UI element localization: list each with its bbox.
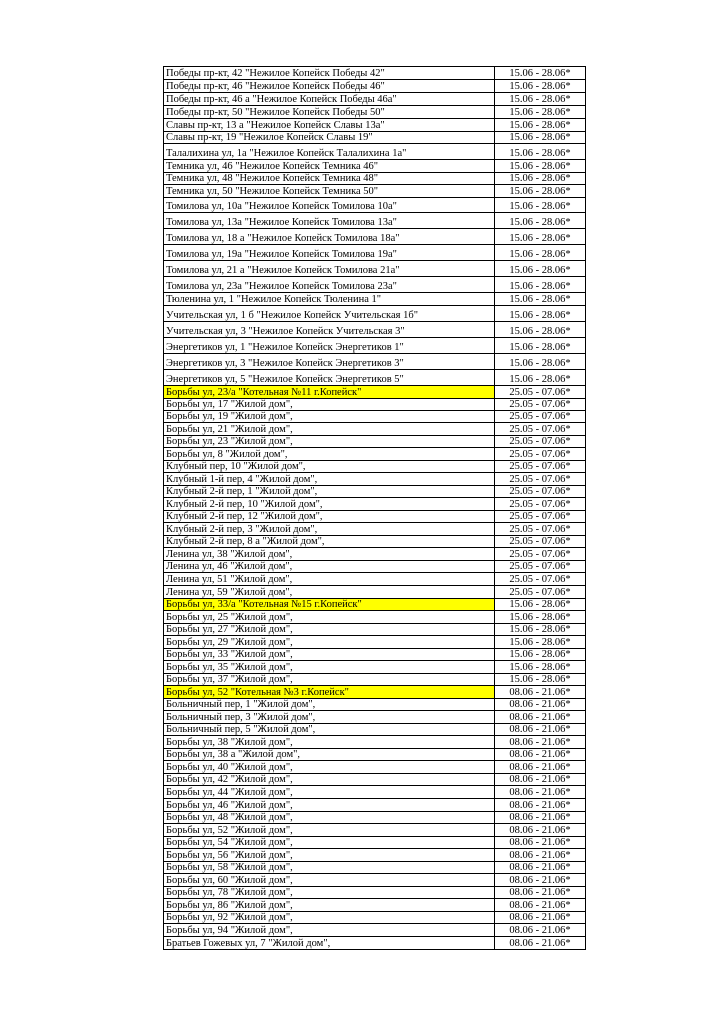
period-cell: 25.05 - 07.06* [495, 498, 586, 511]
period-cell: 08.06 - 21.06* [495, 899, 586, 912]
address-cell: Борьбы ул, 25 "Жилой дом", [164, 611, 495, 624]
period-cell: 08.06 - 21.06* [495, 849, 586, 862]
address-cell: Энергетиков ул, 1 "Нежилое Копейск Энергетиков 1" [164, 338, 495, 354]
table-row [164, 824, 586, 837]
address-cell: Клубный 2-й пер, 1 "Жилой дом", [164, 486, 495, 498]
table-row [164, 511, 586, 523]
table-row [164, 561, 586, 573]
address-cell: Славы пр-кт, 13 а "Нежилое Копейск Славы 13а" [164, 119, 495, 132]
address-cell: Ленина ул, 46 "Жилой дом", [164, 561, 495, 573]
address-cell: Томилова ул, 23а "Нежилое Копейск Томилова 23а" [164, 277, 495, 293]
address-cell: Борьбы ул, 40 "Жилой дом", [164, 761, 495, 774]
period-cell: 15.06 - 28.06* [495, 261, 586, 277]
table-row [164, 649, 586, 661]
address-cell: Борьбы ул, 27 "Жилой дом", [164, 624, 495, 636]
address-cell: Борьбы ул, 33 "Жилой дом", [164, 649, 495, 661]
period-cell: 08.06 - 21.06* [495, 862, 586, 874]
address-cell: Клубный 2-й пер, 12 "Жилой дом", [164, 511, 495, 523]
period-cell: 25.05 - 07.06* [495, 486, 586, 498]
address-cell: Талалихина ул, 1а "Нежилое Копейск Талалихина 1а" [164, 144, 495, 160]
period-cell: 15.06 - 28.06* [495, 229, 586, 245]
address-cell: Томилова ул, 19а "Нежилое Копейск Томилова 19а" [164, 245, 495, 261]
period-cell: 15.06 - 28.06* [495, 132, 586, 144]
address-cell: Клубный 2-й пер, 10 "Жилой дом", [164, 498, 495, 511]
table-row [164, 611, 586, 624]
period-cell: 15.06 - 28.06* [495, 599, 586, 611]
period-cell: 25.05 - 07.06* [495, 411, 586, 423]
table-row [164, 198, 586, 213]
period-cell: 15.06 - 28.06* [495, 649, 586, 661]
table-row [164, 306, 586, 322]
period-cell: 25.05 - 07.06* [495, 473, 586, 486]
table-row [164, 899, 586, 912]
address-cell: Энергетиков ул, 3 "Нежилое Копейск Энергетиков 3" [164, 354, 495, 370]
period-cell: 15.06 - 28.06* [495, 80, 586, 93]
address-cell: Борьбы ул, 58 "Жилой дом", [164, 862, 495, 874]
table-row [164, 887, 586, 899]
table-row [164, 261, 586, 277]
table-row [164, 338, 586, 354]
table-row [164, 448, 586, 461]
table-row [164, 812, 586, 824]
address-cell: Борьбы ул, 33/а "Котельная №15 г.Копейск" [164, 599, 495, 611]
address-cell: Ленина ул, 38 "Жилой дом", [164, 548, 495, 561]
table-row [164, 724, 586, 736]
address-cell: Борьбы ул, 42 "Жилой дом", [164, 774, 495, 786]
address-cell: Борьбы ул, 56 "Жилой дом", [164, 849, 495, 862]
address-cell: Больничный пер, 3 "Жилой дом", [164, 711, 495, 724]
period-cell: 15.06 - 28.06* [495, 636, 586, 649]
table-row [164, 536, 586, 548]
table-row [164, 411, 586, 423]
period-cell: 25.05 - 07.06* [495, 586, 586, 599]
table-row [164, 636, 586, 649]
period-cell: 15.06 - 28.06* [495, 277, 586, 293]
period-cell: 15.06 - 28.06* [495, 93, 586, 106]
table-row [164, 674, 586, 686]
table-row [164, 293, 586, 306]
period-cell: 08.06 - 21.06* [495, 937, 586, 950]
address-cell: Борьбы ул, 44 "Жилой дом", [164, 786, 495, 799]
period-cell: 15.06 - 28.06* [495, 306, 586, 322]
table-row [164, 106, 586, 119]
period-cell: 25.05 - 07.06* [495, 511, 586, 523]
period-cell: 15.06 - 28.06* [495, 119, 586, 132]
period-cell: 15.06 - 28.06* [495, 674, 586, 686]
address-cell: Учительская ул, 1 б "Нежилое Копейск Учительская 1б" [164, 306, 495, 322]
address-cell: Борьбы ул, 48 "Жилой дом", [164, 812, 495, 824]
address-cell: Клубный пер, 10 "Жилой дом", [164, 461, 495, 473]
table-row [164, 160, 586, 173]
address-cell: Клубный 1-й пер, 4 "Жилой дом", [164, 473, 495, 486]
boiler-house-row [164, 386, 586, 399]
boiler-house-row [164, 599, 586, 611]
address-cell: Клубный 2-й пер, 3 "Жилой дом", [164, 523, 495, 536]
table-row [164, 119, 586, 132]
period-cell: 08.06 - 21.06* [495, 711, 586, 724]
period-cell: 25.05 - 07.06* [495, 461, 586, 473]
table-row [164, 699, 586, 711]
table-row [164, 937, 586, 950]
period-cell: 25.05 - 07.06* [495, 448, 586, 461]
period-cell: 08.06 - 21.06* [495, 774, 586, 786]
table-row [164, 786, 586, 799]
address-cell: Борьбы ул, 86 "Жилой дом", [164, 899, 495, 912]
period-cell: 15.06 - 28.06* [495, 338, 586, 354]
address-cell: Борьбы ул, 23 "Жилой дом", [164, 436, 495, 448]
table-row [164, 399, 586, 411]
table-row [164, 874, 586, 887]
boiler-house-row [164, 686, 586, 699]
address-cell: Больничный пер, 1 "Жилой дом", [164, 699, 495, 711]
period-cell: 08.06 - 21.06* [495, 912, 586, 924]
period-cell: 08.06 - 21.06* [495, 887, 586, 899]
table-row [164, 573, 586, 586]
period-cell: 15.06 - 28.06* [495, 213, 586, 229]
table-row [164, 661, 586, 674]
address-cell: Томилова ул, 18 а "Нежилое Копейск Томилова 18а" [164, 229, 495, 245]
address-cell: Борьбы ул, 21 "Жилой дом", [164, 423, 495, 436]
period-cell: 15.06 - 28.06* [495, 322, 586, 338]
address-cell: Борьбы ул, 38 "Жилой дом", [164, 736, 495, 749]
address-cell: Ленина ул, 51 "Жилой дом", [164, 573, 495, 586]
table-row [164, 924, 586, 937]
table-row [164, 761, 586, 774]
period-cell: 15.06 - 28.06* [495, 354, 586, 370]
table-row [164, 93, 586, 106]
period-cell: 15.06 - 28.06* [495, 611, 586, 624]
address-cell: Ленина ул, 59 "Жилой дом", [164, 586, 495, 599]
table-row [164, 370, 586, 386]
period-cell: 25.05 - 07.06* [495, 399, 586, 411]
table-row [164, 229, 586, 245]
address-cell: Борьбы ул, 60 "Жилой дом", [164, 874, 495, 887]
table-row [164, 624, 586, 636]
period-cell: 08.06 - 21.06* [495, 799, 586, 812]
table-row [164, 354, 586, 370]
table-body [164, 67, 586, 950]
table-row [164, 436, 586, 448]
address-cell: Братьев Гожевых ул, 7 "Жилой дом", [164, 937, 495, 950]
table-row [164, 132, 586, 144]
address-cell: Борьбы ул, 78 "Жилой дом", [164, 887, 495, 899]
address-cell: Победы пр-кт, 42 "Нежилое Копейск Победы 42" [164, 67, 495, 80]
address-cell: Клубный 2-й пер, 8 а "Жилой дом", [164, 536, 495, 548]
table-row [164, 473, 586, 486]
table-row [164, 80, 586, 93]
address-cell: Борьбы ул, 23/а "Котельная №11 г.Копейск" [164, 386, 495, 399]
table-row [164, 799, 586, 812]
period-cell: 08.06 - 21.06* [495, 736, 586, 749]
table-row [164, 486, 586, 498]
address-cell: Тюленина ул, 1 "Нежилое Копейск Тюленина 1" [164, 293, 495, 306]
address-cell: Темника ул, 50 "Нежилое Копейск Темника 50" [164, 185, 495, 198]
outage-schedule-table [163, 66, 586, 950]
period-cell: 15.06 - 28.06* [495, 160, 586, 173]
table-row [164, 912, 586, 924]
address-cell: Борьбы ул, 52 "Жилой дом", [164, 824, 495, 837]
address-cell: Борьбы ул, 8 "Жилой дом", [164, 448, 495, 461]
period-cell: 08.06 - 21.06* [495, 924, 586, 937]
period-cell: 15.06 - 28.06* [495, 67, 586, 80]
address-cell: Борьбы ул, 52 "Котельная №3 г.Копейск" [164, 686, 495, 699]
address-cell: Учительская ул, 3 "Нежилое Копейск Учительская 3" [164, 322, 495, 338]
table-row [164, 245, 586, 261]
table-row [164, 173, 586, 185]
period-cell: 08.06 - 21.06* [495, 749, 586, 761]
address-cell: Борьбы ул, 37 "Жилой дом", [164, 674, 495, 686]
address-cell: Славы пр-кт, 19 "Нежилое Копейск Славы 19" [164, 132, 495, 144]
address-cell: Больничный пер, 5 "Жилой дом", [164, 724, 495, 736]
address-cell: Победы пр-кт, 46 "Нежилое Копейск Победы 46" [164, 80, 495, 93]
table-row [164, 423, 586, 436]
table-row [164, 586, 586, 599]
table-row [164, 862, 586, 874]
address-cell: Борьбы ул, 54 "Жилой дом", [164, 837, 495, 849]
address-cell: Борьбы ул, 38 а "Жилой дом", [164, 749, 495, 761]
period-cell: 25.05 - 07.06* [495, 523, 586, 536]
address-cell: Томилова ул, 13а "Нежилое Копейск Томилова 13а" [164, 213, 495, 229]
table-row [164, 736, 586, 749]
table-row [164, 185, 586, 198]
period-cell: 25.05 - 07.06* [495, 386, 586, 399]
period-cell: 15.06 - 28.06* [495, 624, 586, 636]
period-cell: 15.06 - 28.06* [495, 106, 586, 119]
address-cell: Борьбы ул, 19 "Жилой дом", [164, 411, 495, 423]
address-cell: Победы пр-кт, 50 "Нежилое Копейск Победы 50" [164, 106, 495, 119]
period-cell: 25.05 - 07.06* [495, 436, 586, 448]
address-cell: Томилова ул, 21 а "Нежилое Копейск Томилова 21а" [164, 261, 495, 277]
period-cell: 08.06 - 21.06* [495, 761, 586, 774]
table-row [164, 67, 586, 80]
address-cell: Борьбы ул, 29 "Жилой дом", [164, 636, 495, 649]
table-row [164, 774, 586, 786]
table-row [164, 213, 586, 229]
period-cell: 08.06 - 21.06* [495, 724, 586, 736]
address-cell: Борьбы ул, 92 "Жилой дом", [164, 912, 495, 924]
period-cell: 15.06 - 28.06* [495, 293, 586, 306]
address-cell: Борьбы ул, 17 "Жилой дом", [164, 399, 495, 411]
table-row [164, 523, 586, 536]
period-cell: 08.06 - 21.06* [495, 812, 586, 824]
period-cell: 08.06 - 21.06* [495, 786, 586, 799]
table-row [164, 548, 586, 561]
period-cell: 15.06 - 28.06* [495, 173, 586, 185]
table-row [164, 144, 586, 160]
address-cell: Энергетиков ул, 5 "Нежилое Копейск Энергетиков 5" [164, 370, 495, 386]
period-cell: 15.06 - 28.06* [495, 370, 586, 386]
table-row [164, 498, 586, 511]
period-cell: 25.05 - 07.06* [495, 536, 586, 548]
period-cell: 25.05 - 07.06* [495, 561, 586, 573]
address-cell: Темника ул, 46 "Нежилое Копейск Темника 46" [164, 160, 495, 173]
table-row [164, 461, 586, 473]
period-cell: 08.06 - 21.06* [495, 874, 586, 887]
address-cell: Томилова ул, 10а "Нежилое Копейск Томилова 10а" [164, 198, 495, 213]
address-cell: Победы пр-кт, 46 а "Нежилое Копейск Победы 46а" [164, 93, 495, 106]
period-cell: 25.05 - 07.06* [495, 573, 586, 586]
table-row [164, 322, 586, 338]
period-cell: 15.06 - 28.06* [495, 185, 586, 198]
table-row [164, 711, 586, 724]
table-row [164, 849, 586, 862]
period-cell: 25.05 - 07.06* [495, 548, 586, 561]
table-row [164, 277, 586, 293]
period-cell: 15.06 - 28.06* [495, 198, 586, 213]
period-cell: 08.06 - 21.06* [495, 837, 586, 849]
period-cell: 08.06 - 21.06* [495, 824, 586, 837]
period-cell: 15.06 - 28.06* [495, 245, 586, 261]
address-cell: Борьбы ул, 46 "Жилой дом", [164, 799, 495, 812]
period-cell: 15.06 - 28.06* [495, 144, 586, 160]
period-cell: 15.06 - 28.06* [495, 661, 586, 674]
address-cell: Борьбы ул, 35 "Жилой дом", [164, 661, 495, 674]
table-row [164, 837, 586, 849]
period-cell: 08.06 - 21.06* [495, 699, 586, 711]
address-cell: Борьбы ул, 94 "Жилой дом", [164, 924, 495, 937]
period-cell: 08.06 - 21.06* [495, 686, 586, 699]
table-row [164, 749, 586, 761]
period-cell: 25.05 - 07.06* [495, 423, 586, 436]
address-cell: Темника ул, 48 "Нежилое Копейск Темника 48" [164, 173, 495, 185]
